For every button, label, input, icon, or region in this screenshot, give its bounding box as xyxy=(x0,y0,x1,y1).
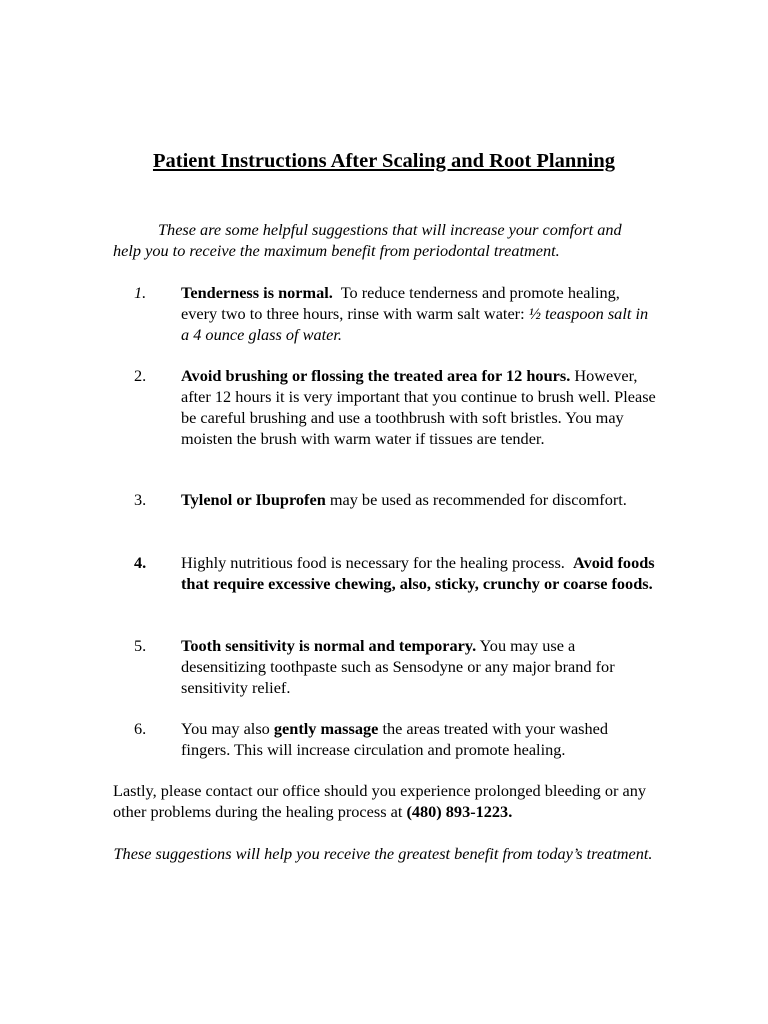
intro-text: These are some helpful suggestions that will increase your comfort and help you to receive the maximum benefit from periodontal treatment. xyxy=(113,220,622,260)
list-number: 6. xyxy=(134,719,147,738)
list-item-bold: Avoid foods that require excessive chewing, also, sticky, crunchy or coarse foods. xyxy=(181,553,655,593)
list-item-bold: gently massage xyxy=(273,719,379,738)
list-item-body xyxy=(181,282,656,345)
list-item-bold: Tylenol or Ibuprofen xyxy=(181,490,326,509)
list-number: 5. xyxy=(134,636,147,655)
list-number: 2. xyxy=(134,366,147,385)
list-item-italic: ½ teaspoon salt in a 4 ounce glass of water. xyxy=(181,304,649,344)
list-item-body xyxy=(181,718,656,760)
list-number: 1. xyxy=(134,283,147,302)
contact-text: Lastly, please contact our office should you experience prolonged bleeding or any other problems during the healing process at xyxy=(113,781,647,821)
list-item-text: the areas treated with your washed fingers. This will increase circulation and promote healing. xyxy=(181,719,609,759)
list-item-text: may be used as recommended for discomfort. xyxy=(329,490,627,509)
list-number: 3. xyxy=(134,490,147,509)
intro-paragraph xyxy=(113,219,653,261)
list-item-text: To reduce tenderness and promote healing, every two to three hours, rinse with warm salt water: xyxy=(181,283,620,323)
list-item-text: However, after 12 hours it is very important that you continue to brush well. Please be careful brushing and use a toothbrush with soft bristles. You may moisten the brush with warm water if tissues are tender. xyxy=(181,366,656,448)
list-item-bold: Tooth sensitivity is normal and temporary. xyxy=(181,636,477,655)
closing-statement: These suggestions will help you receive the greatest benefit from today’s treatment. xyxy=(113,844,653,863)
list-item-body xyxy=(181,635,656,698)
list-item-text: You may use a desensitizing toothpaste such as Sensodyne or any major brand for sensitivity relief. xyxy=(181,636,615,697)
office-phone: (480) 893-1223. xyxy=(406,802,513,821)
list-number: 4. xyxy=(134,553,147,572)
list-item-body xyxy=(181,365,656,449)
list-item-bold: Avoid brushing or flossing the treated area for 12 hours. xyxy=(181,366,571,385)
list-item-text: Highly nutritious food is necessary for the healing process. xyxy=(181,553,565,572)
page-title: Patient Instructions After Scaling and Root Planning xyxy=(152,150,616,172)
list-item-body xyxy=(181,489,656,510)
list-item-bold: Tenderness is normal. xyxy=(181,283,333,302)
contact-paragraph xyxy=(113,780,658,822)
list-item-text-before: You may also xyxy=(181,719,270,738)
list-item-body xyxy=(181,552,656,594)
